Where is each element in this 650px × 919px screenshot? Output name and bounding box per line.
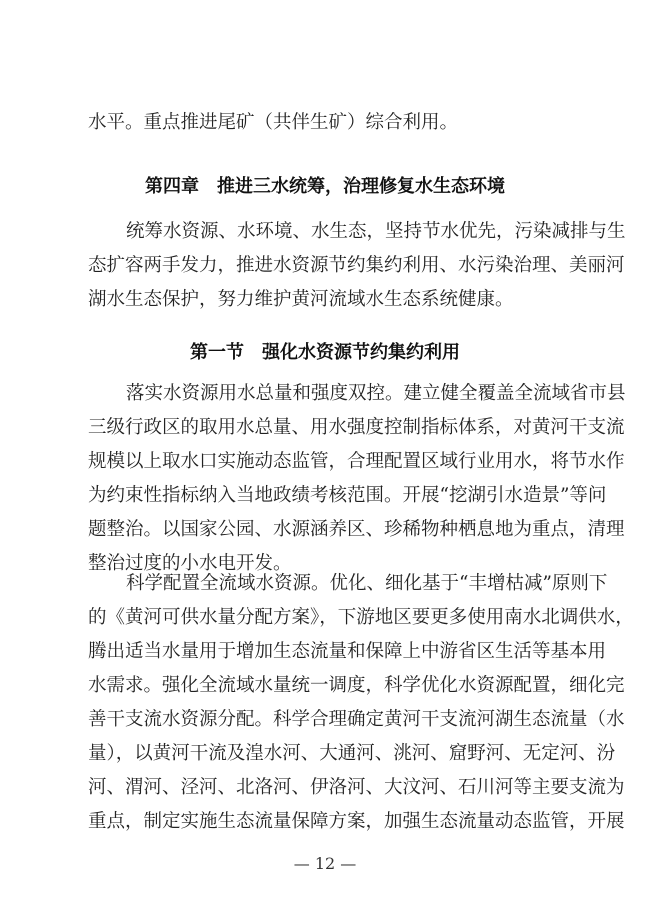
text-line: 态扩容两手发力，推进水资源节约集约利用、水污染治理、美丽河 bbox=[88, 255, 625, 276]
text-line: 整治过度的小水电开发。 bbox=[88, 553, 292, 574]
text-line: 水平。重点推进尾矿（共伴生矿）综合利用。 bbox=[88, 112, 459, 133]
text-line: 为约束性指标纳入当地政绩考核范围。开展“挖湖引水造景”等问 bbox=[88, 485, 607, 506]
text-line: 统筹水资源、水环境、水生态，坚持节水优先，污染减排与生 bbox=[126, 221, 626, 242]
chapter-heading: 第四章 推进三水统筹，治理修复水生态环境 bbox=[145, 176, 505, 197]
text-line: 三级行政区的取用水总量、用水强度控制指标体系，对黄河干支流 bbox=[88, 417, 625, 438]
text-line: 重点，制定实施生态流量保障方案，加强生态流量动态监管，开展 bbox=[88, 811, 625, 832]
text-line: 量），以黄河干流及湟水河、大通河、洮河、窟野河、无定河、汾 bbox=[88, 743, 616, 764]
text-line: 的《黄河可供水量分配方案》，下游地区要更多使用南水北调供水， bbox=[88, 607, 634, 628]
text-line: 水需求。强化全流域水量统一调度，科学优化水资源配置，细化完 bbox=[88, 675, 625, 696]
text-line: 善干支流水资源分配。科学合理确定黄河干支流河湖生态流量（水 bbox=[88, 709, 625, 730]
text-line: 河、渭河、泾河、北洛河、伊洛河、大汶河、石川河等主要支流为 bbox=[88, 777, 625, 798]
text-line: 规模以上取水口实施动态监管，合理配置区域行业用水，将节水作 bbox=[88, 451, 625, 472]
page-number: — 12 — bbox=[293, 854, 357, 873]
section-heading: 第一节 强化水资源节约集约利用 bbox=[190, 342, 460, 363]
text-line: 题整治。以国家公园、水源涵养区、珍稀物种栖息地为重点，清理 bbox=[88, 519, 625, 540]
text-line: 腾出适当水量用于增加生态流量和保障上中游省区生活等基本用 bbox=[88, 641, 607, 662]
text-line: 湖水生态保护，努力维护黄河流域水生态系统健康。 bbox=[88, 289, 514, 310]
text-line: 落实水资源用水总量和强度双控。建立健全覆盖全流域省市县 bbox=[126, 383, 626, 404]
text-line: 科学配置全流域水资源。优化、细化基于“丰增枯减”原则下 bbox=[126, 573, 608, 594]
